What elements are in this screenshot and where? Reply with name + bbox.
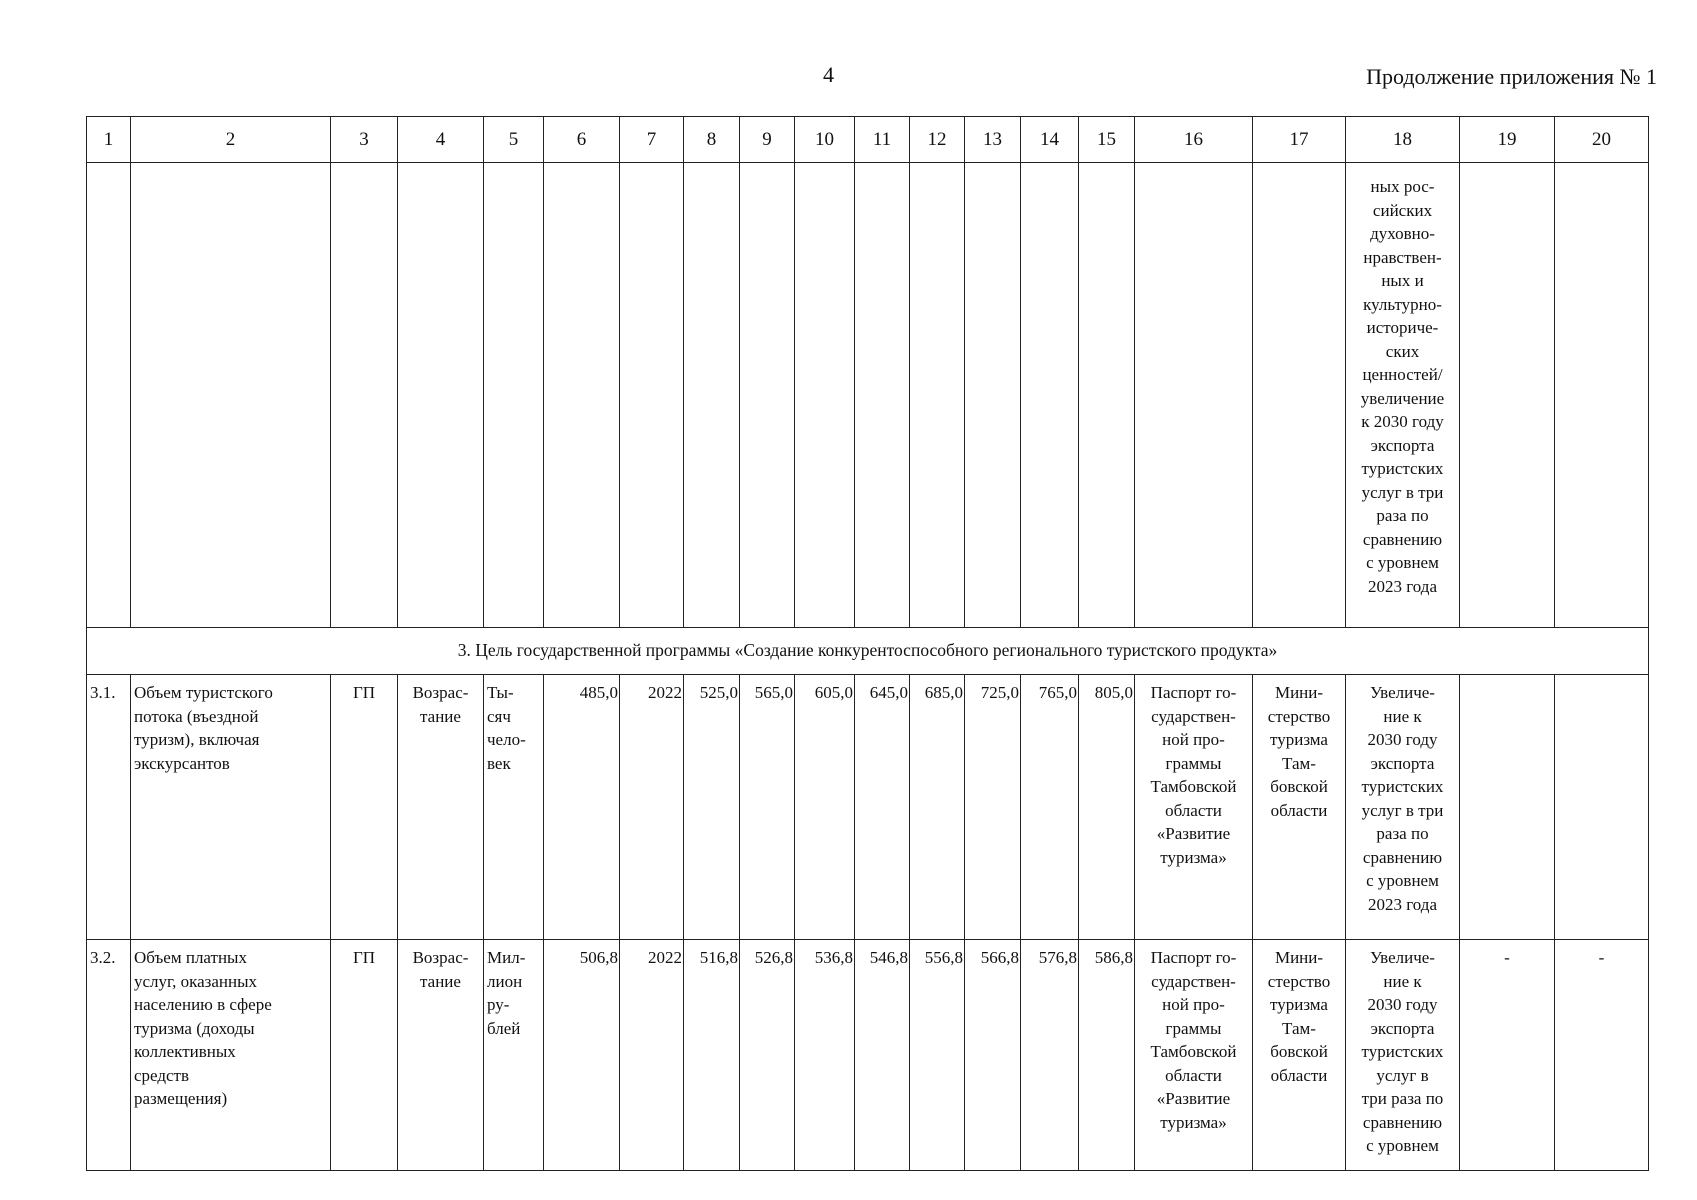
year-value: 765,0: [1021, 675, 1079, 940]
national-goal-link: Увеличе- ние к 2030 году экспорта туристских услуг в три раза по сравнению с уровнем: [1346, 940, 1460, 1171]
base-year: 2022: [620, 940, 684, 1171]
column-header: 3: [331, 117, 398, 163]
indicator-unit: Ты- сяч чело- век: [484, 675, 544, 940]
base-year: 2022: [620, 675, 684, 940]
year-value: 556,8: [910, 940, 965, 1171]
col20-value: [1555, 675, 1649, 940]
column-header: 8: [684, 117, 740, 163]
indicator-unit: Мил- лион ру- блей: [484, 940, 544, 1171]
column-header: 15: [1079, 117, 1135, 163]
column-header: 9: [740, 117, 795, 163]
column-header: 10: [795, 117, 855, 163]
year-value: 805,0: [1079, 675, 1135, 940]
column-header: 17: [1253, 117, 1346, 163]
year-value: 685,0: [910, 675, 965, 940]
year-value: 525,0: [684, 675, 740, 940]
appendix-label: Продолжение приложения № 1: [1366, 64, 1657, 89]
column-header: 19: [1460, 117, 1555, 163]
continuation-row: [87, 163, 1649, 628]
column-header: 14: [1021, 117, 1079, 163]
year-value: 565,0: [740, 675, 795, 940]
column-header: 4: [398, 117, 484, 163]
indicator-level: ГП: [331, 940, 398, 1171]
goal-title: 3. Цель государственной программы «Создание конкурентоспособного регионального туристского продукта»: [87, 628, 1649, 675]
column-header: 5: [484, 117, 544, 163]
row-number: 3.2.: [87, 940, 131, 1171]
col20-value: -: [1555, 940, 1649, 1171]
year-value: 645,0: [855, 675, 910, 940]
table-row: [87, 675, 1649, 940]
source-document: Паспорт го- сударствен- ной про- граммы Тамбовской области «Развитие туризма»: [1135, 940, 1253, 1171]
column-header: 20: [1555, 117, 1649, 163]
column-header: 11: [855, 117, 910, 163]
column-header: 2: [131, 117, 331, 163]
indicator-name: Объем платных услуг, оказанных населению в сфере туризма (доходы коллективных средств размещения): [131, 940, 331, 1171]
year-value: 546,8: [855, 940, 910, 1171]
column-header: 18: [1346, 117, 1460, 163]
table-row: [87, 940, 1649, 1171]
responsible-body: Мини- стерство туризма Там- бовской области: [1253, 675, 1346, 940]
year-value: 586,8: [1079, 940, 1135, 1171]
page-number: 4: [823, 62, 834, 87]
indicator-level: ГП: [331, 675, 398, 940]
column-header: 12: [910, 117, 965, 163]
row-number: 3.1.: [87, 675, 131, 940]
year-value: 566,8: [965, 940, 1021, 1171]
column-number-row: [87, 117, 1649, 163]
year-value: 605,0: [795, 675, 855, 940]
column-header: 1: [87, 117, 131, 163]
year-value: 526,8: [740, 940, 795, 1171]
indicator-trend: Возрас- тание: [398, 675, 484, 940]
year-value: 516,8: [684, 940, 740, 1171]
col19-value: -: [1460, 940, 1555, 1171]
year-value: 536,8: [795, 940, 855, 1171]
year-value: 725,0: [965, 675, 1021, 940]
source-document: Паспорт го- сударствен- ной про- граммы Тамбовской области «Развитие туризма»: [1135, 675, 1253, 940]
base-value: 506,8: [544, 940, 620, 1171]
column-header: 7: [620, 117, 684, 163]
column-header: 16: [1135, 117, 1253, 163]
indicator-trend: Возрас- тание: [398, 940, 484, 1171]
year-value: 576,8: [1021, 940, 1079, 1171]
indicators-table: [86, 116, 1649, 1171]
base-value: 485,0: [544, 675, 620, 940]
column-header: 13: [965, 117, 1021, 163]
national-goal-link: Увеличе- ние к 2030 году экспорта туристских услуг в три раза по сравнению с уровнем 2023 года: [1346, 675, 1460, 940]
responsible-body: Мини- стерство туризма Там- бовской области: [1253, 940, 1346, 1171]
continuation-text: ных рос- сийских духовно- нравствен- ных и культурно- историче- ских ценностей/ увеличение к 2030 году экспорта туристских услуг в три раза по сравнению с уровнем 2023 года: [1346, 163, 1460, 628]
col19-value: [1460, 675, 1555, 940]
column-header: 6: [544, 117, 620, 163]
goal-row: [87, 628, 1649, 675]
indicator-name: Объем туристского потока (въездной туризм), включая экскурсантов: [131, 675, 331, 940]
